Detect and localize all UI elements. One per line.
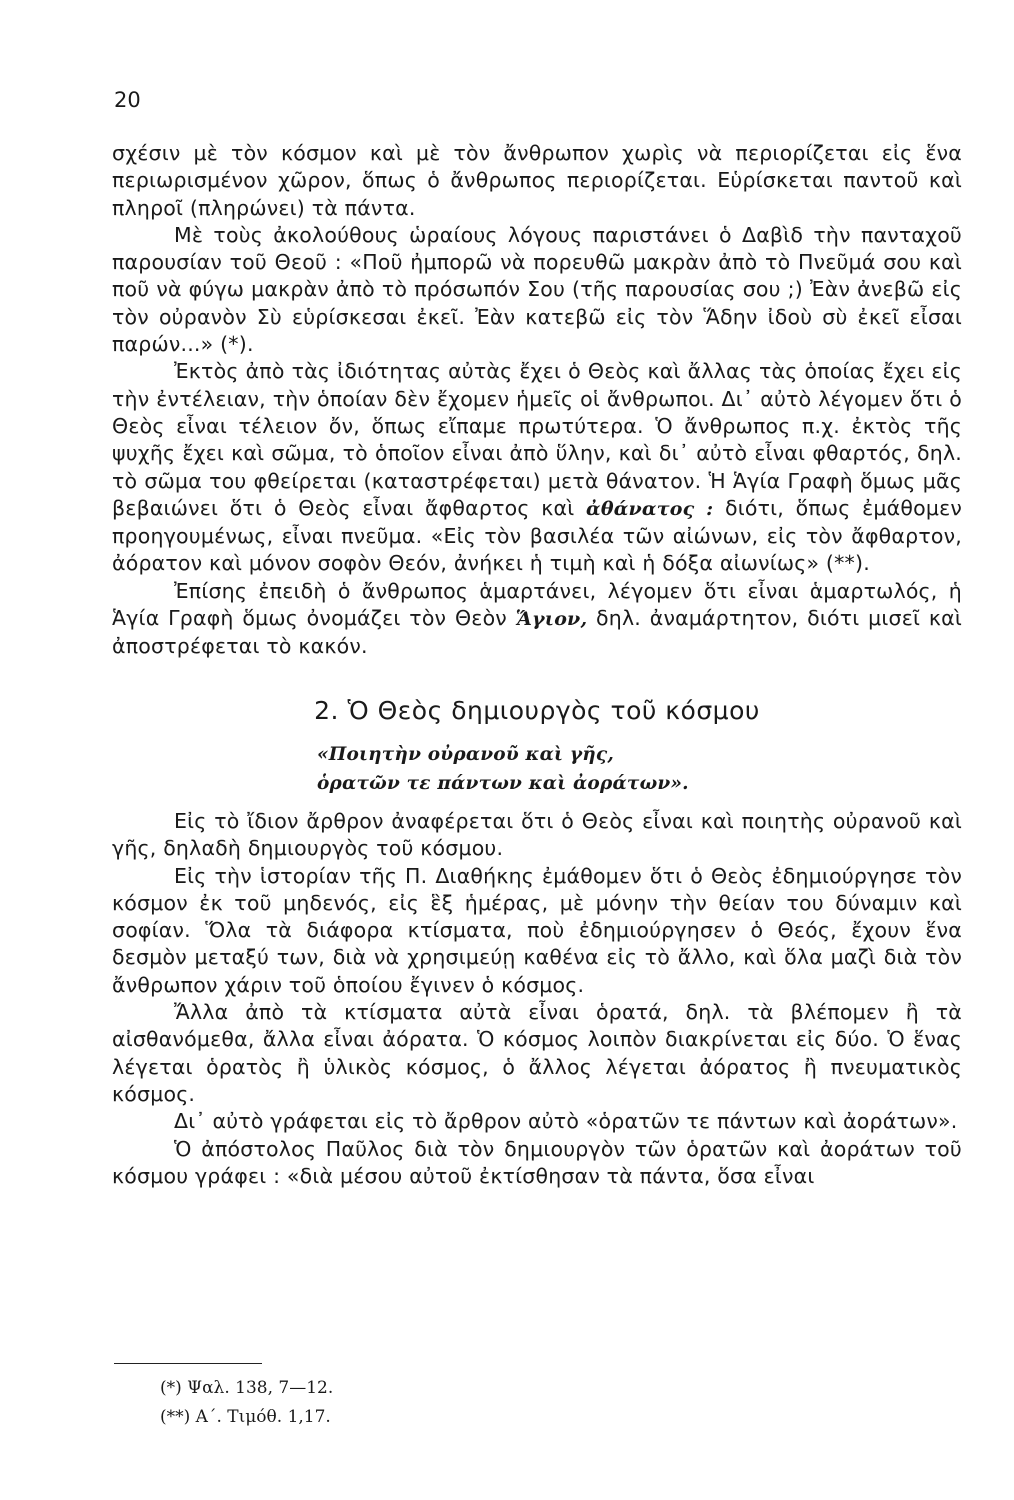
paragraph: Δι᾽ αὐτὸ γράφεται εἰς τὸ ἄρθρον αὐτὸ «ὁρατῶν τε πάντων καὶ ἀοράτων». (174, 1109, 958, 1134)
epigraph-line: ὁρατῶν τε πάντων καὶ ἀοράτων». (317, 772, 689, 794)
page-number: 20 (114, 88, 141, 112)
paragraph (112, 578, 962, 661)
paragraph-text: διότι, ὅπως ἐμάθομεν προηγουμένως, εἶναι πνεῦμα. «Εἰς τὸν βασιλέα τῶν αἰώνων, εἰς τὸν ἄφθαρτον, ἀόρατον καὶ μόνον σοφὸν Θεόν, ἀνήκει ἡ τιμὴ καὶ ἡ δόξα αἰωνίως» (**). (112, 495, 963, 576)
paragraph: Ἄλλα ἀπὸ τὰ κτίσματα αὐτὰ εἶναι ὁρατά, δηλ. τὰ βλέπομεν ἢ τὰ αἰσθανόμεθα, ἄλλα εἶναι ἀόρατα. Ὁ κόσμος λοιπὸν διακρίνεται εἰς δύο. Ὁ ἕνας λέγεται ὁρατὸς ἢ ὑλικὸς κόσμος, ὁ ἄλλος λέγεται ἀόρατος ἢ πνευματικὸς κόσμος. (112, 1000, 962, 1106)
paragraph (112, 358, 962, 577)
epigraph (317, 740, 962, 798)
paragraph-text: Ἐπίσης ἐπειδὴ ὁ ἄνθρωπος ἁμαρτάνει, λέγομεν ὅτι εἶναι ἁμαρτωλός, ἡ Ἁγία Γραφὴ ὅμως ὀνομάζει τὸν Θεὸν (112, 578, 962, 631)
section-heading: 2. Ὁ Θεὸς δημιουργὸς τοῦ κόσμου (314, 695, 760, 725)
emphasis-immortal: ἀθάνατος : (586, 497, 714, 520)
footnote-divider (114, 1363, 262, 1364)
footnotes (160, 1374, 333, 1432)
paragraph-text: δηλ. ἀναμάρτητον, διότι μισεῖ καὶ ἀποστρέφεται τὸ κακόν. (112, 606, 963, 659)
paragraph: Εἰς τὸ ἴδιον ἄρθρον ἀναφέρεται ὅτι ὁ Θεὸς εἶναι καὶ ποιητὴς οὐρανοῦ καὶ γῆς, δηλαδὴ δημιουργὸς τοῦ κόσμου. (112, 808, 962, 861)
footnote: (*) Ψαλ. 138, 7—12. (160, 1378, 334, 1398)
paragraph: Μὲ τοὺς ἀκολούθους ὡραίους λόγους παριστάνει ὁ Δαβὶδ τὴν πανταχοῦ παρουσίαν τοῦ Θεοῦ : «Ποῦ ἠμπορῶ νὰ πορευθῶ μακρὰν ἀπὸ τὸ Πνεῦμά σου καὶ ποῦ νὰ φύγω μακρὰν ἀπὸ τὸ πρόσωπόν Σου (τῆς παρουσίας σου ;) Ἐὰν ἀνεβῶ εἰς τὸν οὐρανὸν Σὺ εὑρίσκεσαι ἐκεῖ. Ἐὰν κατεβῶ εἰς τὸν Ἅδην ἰδοὺ σὺ ἐκεῖ εἶσαι παρών...» (*). (112, 222, 962, 357)
footnote: (**) Α΄. Τιμόθ. 1,17. (160, 1407, 331, 1427)
paragraph: σχέσιν μὲ τὸν κόσμον καὶ μὲ τὸν ἄνθρωπον χωρὶς νὰ περιορίζεται εἰς ἕνα περιωρισμένον χῶρον, ὅπως ὁ ἄνθρωπος περιορίζεται. Εὑρίσκεται παντοῦ καὶ πληροῖ (πληρώνει) τὰ πάντα. (112, 141, 962, 220)
paragraph-text: Ἐκτὸς ἀπὸ τὰς ἰδιότητας αὐτὰς ἔχει ὁ Θεὸς καὶ ἄλλας τὰς ὁποίας ἔχει εἰς τὴν ἐντέλειαν, τὴν ὁποίαν δὲν ἔχομεν ἡμεῖς οἱ ἄνθρωποι. Δι᾽ αὐτὸ λέγομεν ὅτι ὁ Θεὸς εἶναι τέλειον ὄν, ὅπως εἴπαμε πρωτύτερα. Ὁ ἄνθρωπος π.χ. ἐκτὸς τῆς ψυχῆς ἔχει καὶ σῶμα, τὸ ὁποῖον εἶναι ἀπὸ ὕλην, καὶ δι᾽ αὐτὸ εἶναι φθαρτός, δηλ. τὸ σῶμα του φθείρεται (καταστρέφεται) μετὰ θάνατον. Ἡ Ἁγία Γραφὴ ὅμως μᾶς βεβαιώνει ὅτι ὁ Θεὸς εἶναι ἄφθαρτος καὶ (112, 359, 962, 520)
paragraph: Εἰς τὴν ἱστορίαν τῆς Π. Διαθήκης ἐμάθομεν ὅτι ὁ Θεὸς ἐδημιούργησε τὸν κόσμον ἐκ τοῦ μηδενός, εἰς ἓξ ἡμέρας, μὲ μόνην τὴν θείαν του δύναμιν καὶ σοφίαν. Ὅλα τὰ διάφορα κτίσματα, ποὺ ἐδημιούργησεν ὁ Θεός, ἔχουν ἕνα δεσμὸν μεταξύ των, διὰ νὰ χρησιμεύῃ καθένα εἰς τὸ ἄλλο, καὶ ὅλα μαζὶ διὰ τὸν ἄνθρωπον χάριν τοῦ ὁποίου ἔγινεν ὁ κόσμος. (112, 863, 962, 997)
emphasis-holy: Ἅγιον, (515, 608, 588, 631)
paragraph: Ὁ ἀπόστολος Παῦλος διὰ τὸν δημιουργὸν τῶν ὁρατῶν καὶ ἀοράτων τοῦ κόσμου γράφει : «διὰ μέσου αὐτοῦ ἐκτίσθησαν τὰ πάντα, ὅσα εἶναι (112, 1136, 962, 1188)
body-text (112, 140, 962, 1190)
epigraph-line: «Ποιητὴν οὐρανοῦ καὶ γῆς, (317, 743, 614, 765)
